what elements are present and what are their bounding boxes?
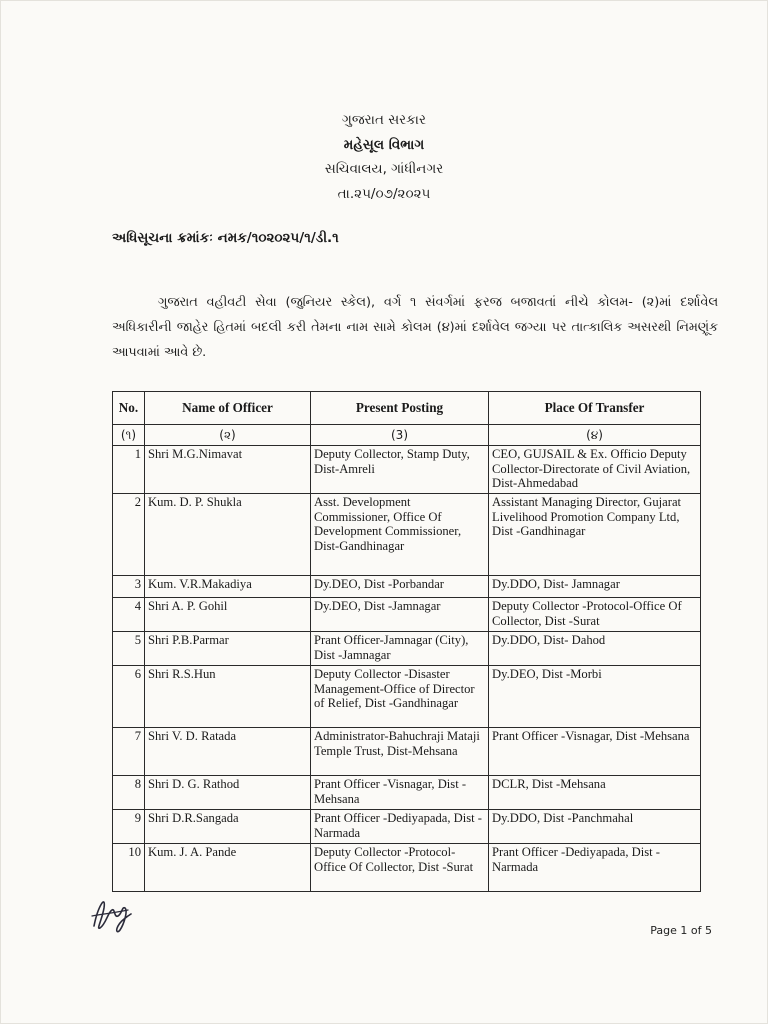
header-name: Name of Officer [145, 392, 311, 425]
colnum-4: (૪) [489, 425, 701, 446]
row-place-of-transfer: Prant Officer -Visnagar, Dist -Mehsana [489, 728, 701, 776]
row-present-posting: Dy.DEO, Dist -Jamnagar [311, 598, 489, 632]
colnum-2: (૨) [145, 425, 311, 446]
table-row [113, 576, 701, 598]
table-row [113, 446, 701, 494]
office-place: સચિવાલય, ગાંધીનગર [324, 161, 444, 177]
handwritten-signature [88, 886, 134, 936]
table-header-row [113, 392, 701, 425]
row-place-of-transfer: Deputy Collector -Protocol-Office Of Collector, Dist -Surat [489, 598, 701, 632]
row-no: 4 [113, 598, 145, 632]
row-officer-name: Shri A. P. Gohil [145, 598, 311, 632]
row-present-posting: Asst. Development Commissioner, Office Of Development Commissioner, Dist-Gandhinagar [311, 494, 489, 576]
row-no: 2 [113, 494, 145, 576]
row-place-of-transfer: CEO, GUJSAIL & Ex. Officio Deputy Collector-Directorate of Civil Aviation, Dist-Ahmedabad [489, 446, 701, 494]
row-no: 10 [113, 844, 145, 892]
document-header [0, 108, 768, 206]
row-present-posting: Deputy Collector -Disaster Management-Office of Director of Relief, Dist -Gandhinagar [311, 666, 489, 728]
transfer-table [112, 391, 701, 892]
row-no: 3 [113, 576, 145, 598]
row-present-posting: Prant Officer -Dediyapada, Dist -Narmada [311, 810, 489, 844]
row-present-posting: Deputy Collector, Stamp Duty, Dist-Amreli [311, 446, 489, 494]
page-number: Page 1 of 5 [650, 924, 712, 937]
table-row [113, 666, 701, 728]
header-present-posting: Present Posting [311, 392, 489, 425]
row-place-of-transfer: DCLR, Dist -Mehsana [489, 776, 701, 810]
row-no: 6 [113, 666, 145, 728]
row-no: 1 [113, 446, 145, 494]
table-row [113, 728, 701, 776]
row-no: 7 [113, 728, 145, 776]
department-name: મહેસૂલ વિભાગ [343, 136, 425, 153]
document-date: તા.૨૫/૦૭/૨૦૨૫ [337, 185, 431, 202]
table-row [113, 494, 701, 576]
row-place-of-transfer: Dy.DDO, Dist- Jamnagar [489, 576, 701, 598]
row-present-posting: Deputy Collector -Protocol-Office Of Collector, Dist -Surat [311, 844, 489, 892]
row-no: 8 [113, 776, 145, 810]
row-no: 9 [113, 810, 145, 844]
row-place-of-transfer: Prant Officer -Dediyapada, Dist -Narmada [489, 844, 701, 892]
row-present-posting: Prant Officer -Visnagar, Dist -Mehsana [311, 776, 489, 810]
row-officer-name: Kum. D. P. Shukla [145, 494, 311, 576]
row-officer-name: Kum. J. A. Pande [145, 844, 311, 892]
row-officer-name: Shri M.G.Nimavat [145, 446, 311, 494]
table-row [113, 632, 701, 666]
row-officer-name: Shri D. G. Rathod [145, 776, 311, 810]
row-officer-name: Shri R.S.Hun [145, 666, 311, 728]
row-present-posting: Prant Officer-Jamnagar (City), Dist -Jamnagar [311, 632, 489, 666]
row-place-of-transfer: Dy.DDO, Dist- Dahod [489, 632, 701, 666]
row-present-posting: Administrator-Bahuchraji Mataji Temple Trust, Dist-Mehsana [311, 728, 489, 776]
colnum-1: (૧) [113, 425, 145, 446]
table-row [113, 810, 701, 844]
row-officer-name: Shri P.B.Parmar [145, 632, 311, 666]
row-place-of-transfer: Dy.DEO, Dist -Morbi [489, 666, 701, 728]
row-officer-name: Shri V. D. Ratada [145, 728, 311, 776]
table-row [113, 776, 701, 810]
row-place-of-transfer: Dy.DDO, Dist -Panchmahal [489, 810, 701, 844]
notification-number: અધિસૂચના ક્રમાંકઃ નમક/૧૦૨૦૨૫/૧/ડી.૧ [112, 230, 339, 246]
row-place-of-transfer: Assistant Managing Director, Gujarat Livelihood Promotion Company Ltd, Dist -Gandhinagar [489, 494, 701, 576]
row-present-posting: Dy.DEO, Dist -Porbandar [311, 576, 489, 598]
column-number-row [113, 425, 701, 446]
govt-name: ગુજરાત સરકાર [342, 112, 426, 128]
row-officer-name: Shri D.R.Sangada [145, 810, 311, 844]
row-officer-name: Kum. V.R.Makadiya [145, 576, 311, 598]
row-no: 5 [113, 632, 145, 666]
table-row [113, 844, 701, 892]
header-place-of-transfer: Place Of Transfer [489, 392, 701, 425]
header-no: No. [113, 392, 145, 425]
colnum-3: (3) [311, 425, 489, 446]
notification-body: ગુજરાત વહીવટી સેવા (જુનિયર સ્કેલ), વર્ગ ૧ સંવર્ગમાં ફરજ બજાવતાં નીચે કોલમ- (૨)માં દર્શાવેલ અધિકારીની જાહેર હિતમાં બદલી કરી તેમના નામ સામે કોલમ (૪)માં દર્શાવેલ જગ્યા પર તાત્કાલિક અસરથી નિમણૂંક આપવામાં આવે છે. [112, 295, 718, 360]
table-row [113, 598, 701, 632]
